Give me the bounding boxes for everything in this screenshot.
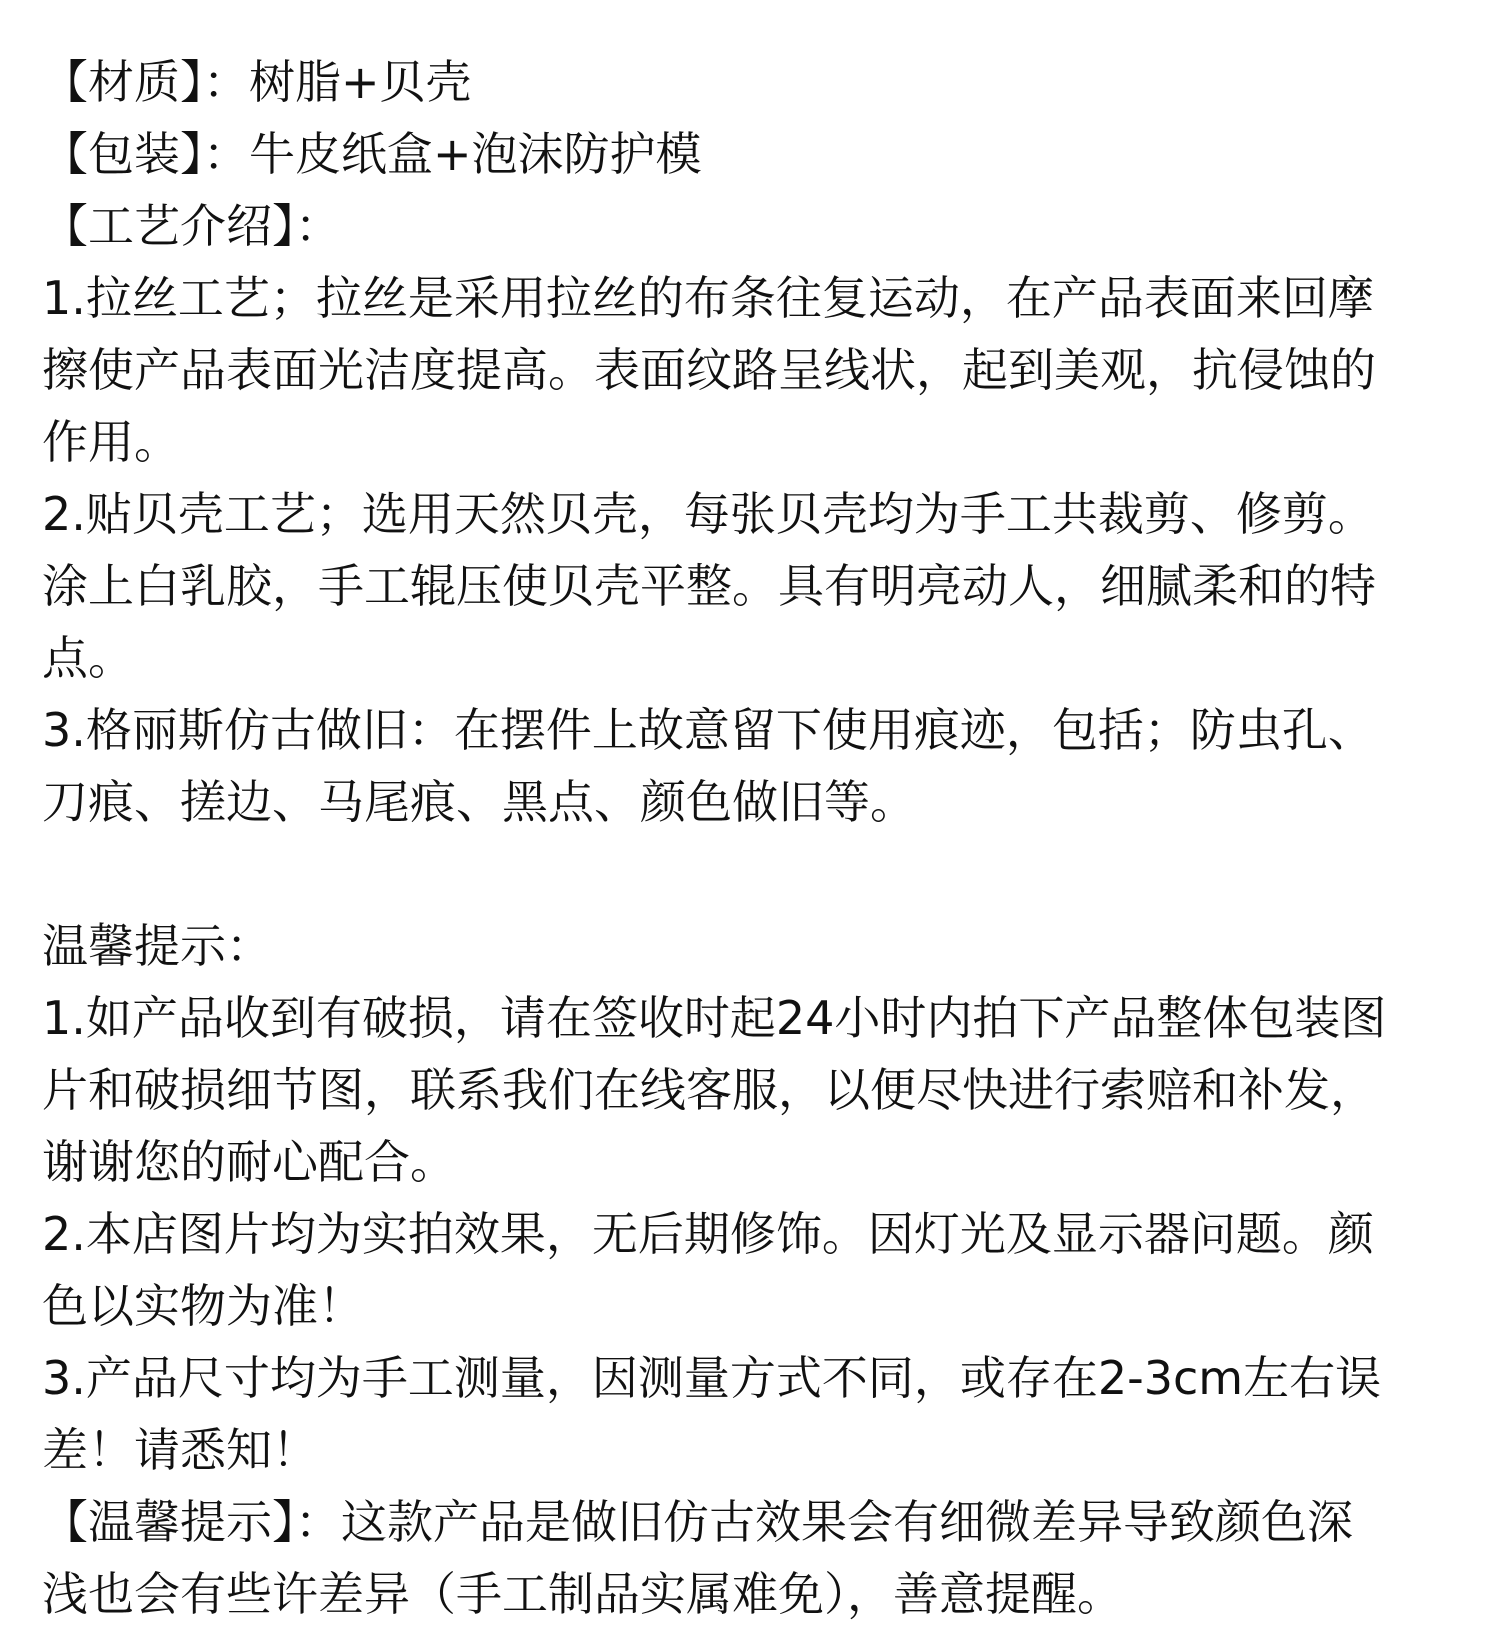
tips-heading: 温馨提示： — [42, 919, 272, 973]
tip-item-size — [42, 1342, 1462, 1486]
packaging-line: 【包装】：牛皮纸盒+泡沫防护模 — [42, 127, 702, 181]
craft-item-antique-finish — [42, 694, 1462, 838]
craft-item-line: 刀痕、搓边、马尾痕、黑点、颜色做旧等。 — [42, 775, 916, 829]
tip-item-photos — [42, 1198, 1462, 1342]
craft-item-line: 1.拉丝工艺；拉丝是采用拉丝的布条往复运动，在产品表面来回摩 — [42, 271, 1374, 325]
reminder-line: 浅也会有些许差异（手工制品实属难免），善意提醒。 — [42, 1567, 1123, 1621]
section-spacer — [42, 838, 1462, 910]
craft-heading: 【工艺介绍】： — [42, 199, 341, 253]
tip-item-line: 色以实物为准！ — [42, 1279, 364, 1333]
craft-item-line: 2.贴贝壳工艺；选用天然贝壳，每张贝壳均为手工共裁剪、修剪。 — [42, 487, 1374, 541]
tip-item-line: 2.本店图片均为实拍效果，无后期修饰。因灯光及显示器问题。颜 — [42, 1207, 1374, 1261]
craft-item-line: 擦使产品表面光洁度提高。表面纹路呈线状，起到美观，抗侵蚀的 — [42, 343, 1376, 397]
tip-item-line: 差！请悉知！ — [42, 1423, 318, 1477]
craft-item-line: 涂上白乳胶，手工辊压使贝壳平整。具有明亮动人，细腻柔和的特 — [42, 559, 1376, 613]
craft-item-shell-inlay — [42, 478, 1462, 694]
tip-item-line: 片和破损细节图，联系我们在线客服，以便尽快进行索赔和补发， — [42, 1063, 1376, 1117]
craft-item-line: 点。 — [42, 631, 134, 685]
product-description — [42, 46, 1462, 1630]
craft-item-wire-drawing — [42, 262, 1462, 478]
reminder-block — [42, 1486, 1462, 1630]
tip-item-damage — [42, 982, 1462, 1198]
material-line: 【材质】：树脂+贝壳 — [42, 55, 472, 109]
craft-item-line: 作用。 — [42, 415, 180, 469]
tip-item-line: 3.产品尺寸均为手工测量，因测量方式不同，或存在2-3cm左右误 — [42, 1351, 1382, 1405]
tip-item-line: 谢谢您的耐心配合。 — [42, 1135, 456, 1189]
reminder-line: 【温馨提示】：这款产品是做旧仿古效果会有细微差异导致颜色深 — [42, 1495, 1353, 1549]
tip-item-line: 1.如产品收到有破损，请在签收时起24小时内拍下产品整体包装图 — [42, 991, 1387, 1045]
craft-item-line: 3.格丽斯仿古做旧：在摆件上故意留下使用痕迹，包括；防虫孔、 — [42, 703, 1374, 757]
